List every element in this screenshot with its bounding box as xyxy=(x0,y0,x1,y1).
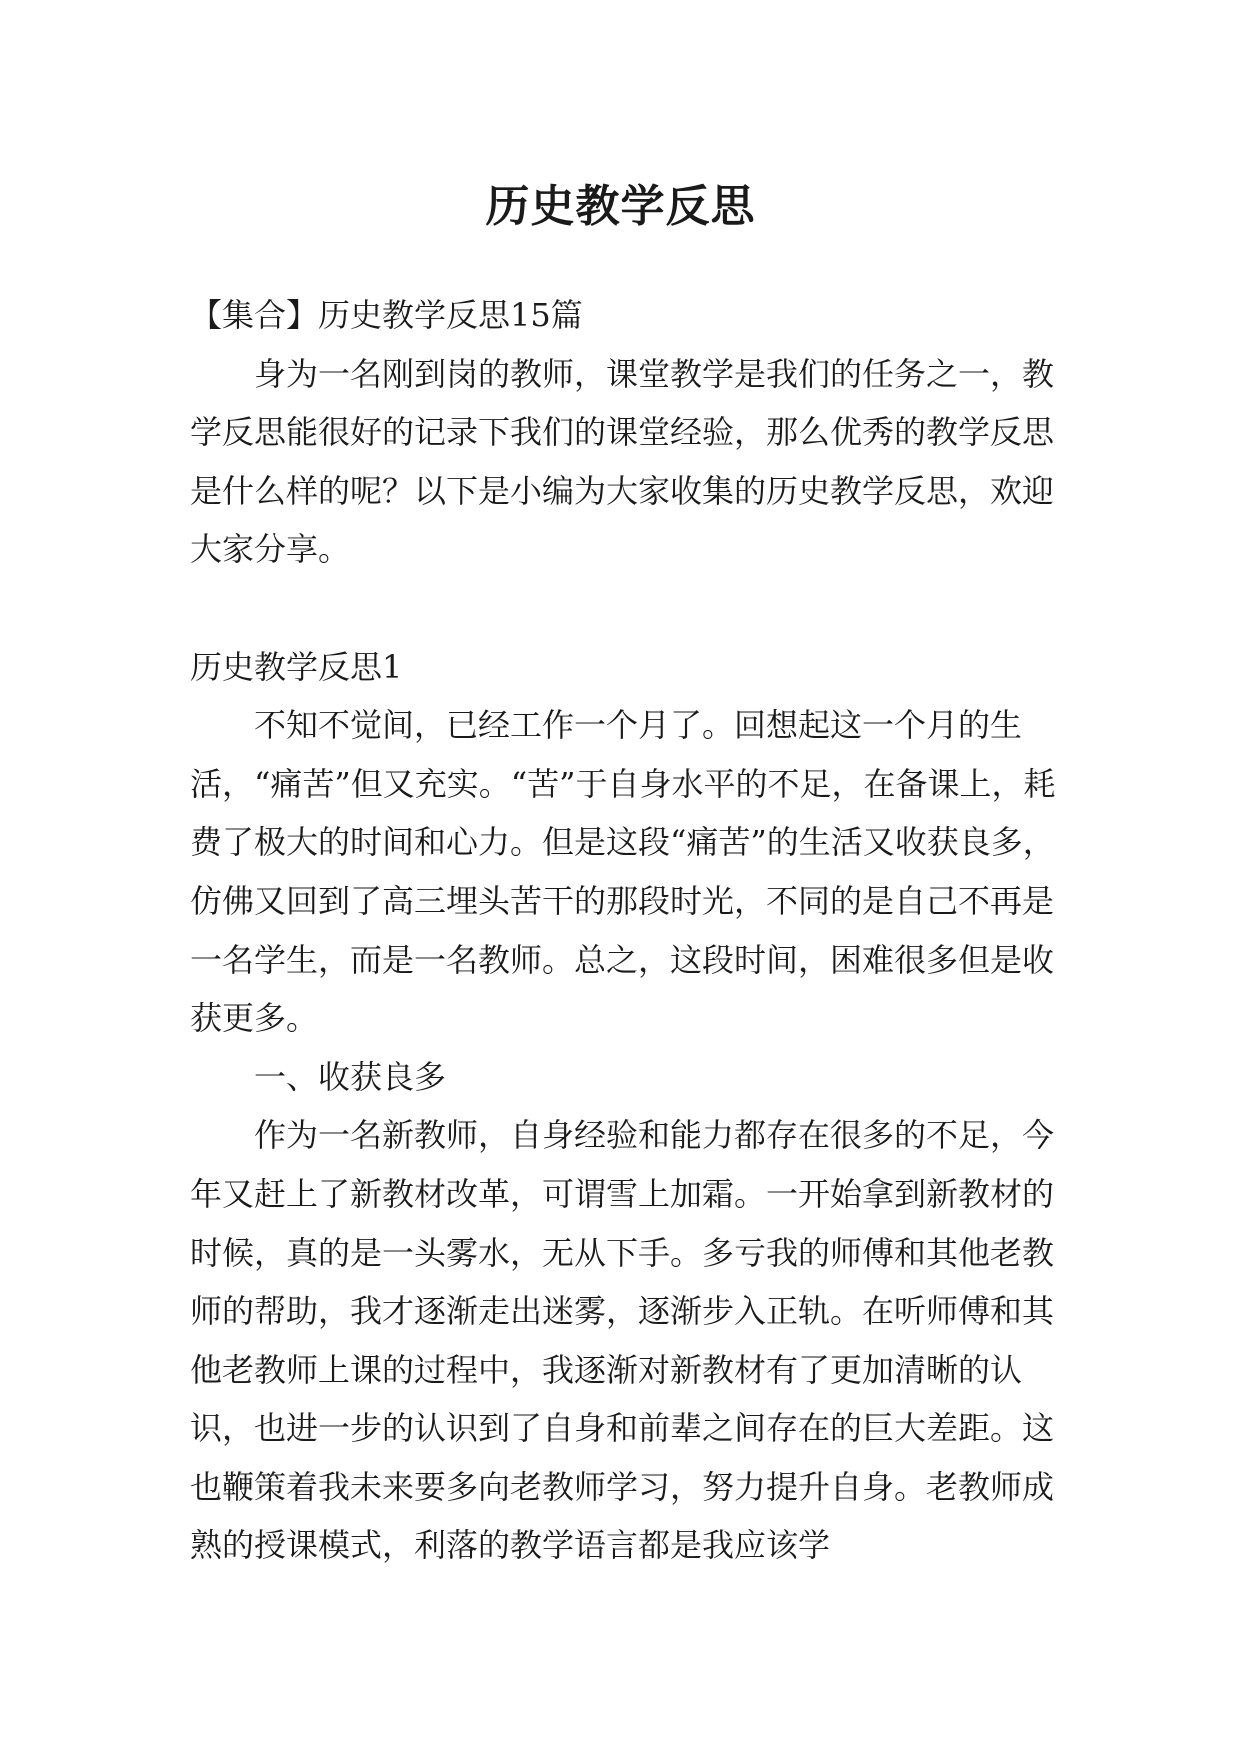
intro-paragraph: 身为一名刚到岗的教师，课堂教学是我们的任务之一，教学反思能很好的记录下我们的课堂经验，那么优秀的教学反思是什么样的呢？以下是小编为大家收集的历史教学反思，欢迎大家分享。 xyxy=(190,354,1055,569)
body-paragraph: 作为一名新教师，自身经验和能力都存在很多的不足，今年又赶上了新教材改革，可谓雪上加霜。一开始拿到新教材的时候，真的是一头雾水，无从下手。多亏我的师傅和其他老教师的帮助，我才逐渐走出迷雾，逐渐步入正轨。在听师傅和其他老教师上课的过程中，我逐渐对新教材有了更加清晰的认识，也进一步的认识到了自身和前辈之间存在的巨大差距。这也鞭策着我未来要多向老教师学习，努力提升自身。老教师成熟的授课模式，利落的教学语言都是我应该学 xyxy=(190,1116,1055,1565)
body-paragraph: 不知不觉间，已经工作一个月了。回想起这一个月的生活，“痛苦”但又充实。“苦”于自身水平的不足，在备课上，耗费了极大的时间和心力。但是这段“痛苦”的生活又收获良多，仿佛又回到了高三埋头苦干的那段时光，不同的是自己不再是一名学生，而是一名教师。总之，这段时间，困难很多但是收获更多。 xyxy=(190,706,1056,1038)
section-heading: 历史教学反思1 xyxy=(190,647,403,686)
document-title: 历史教学反思 xyxy=(485,181,756,233)
collection-subtitle: 【集合】历史教学反思15篇 xyxy=(190,296,583,334)
document-body xyxy=(190,286,1070,1575)
subsection-heading: 一、收获良多 xyxy=(254,1057,447,1096)
